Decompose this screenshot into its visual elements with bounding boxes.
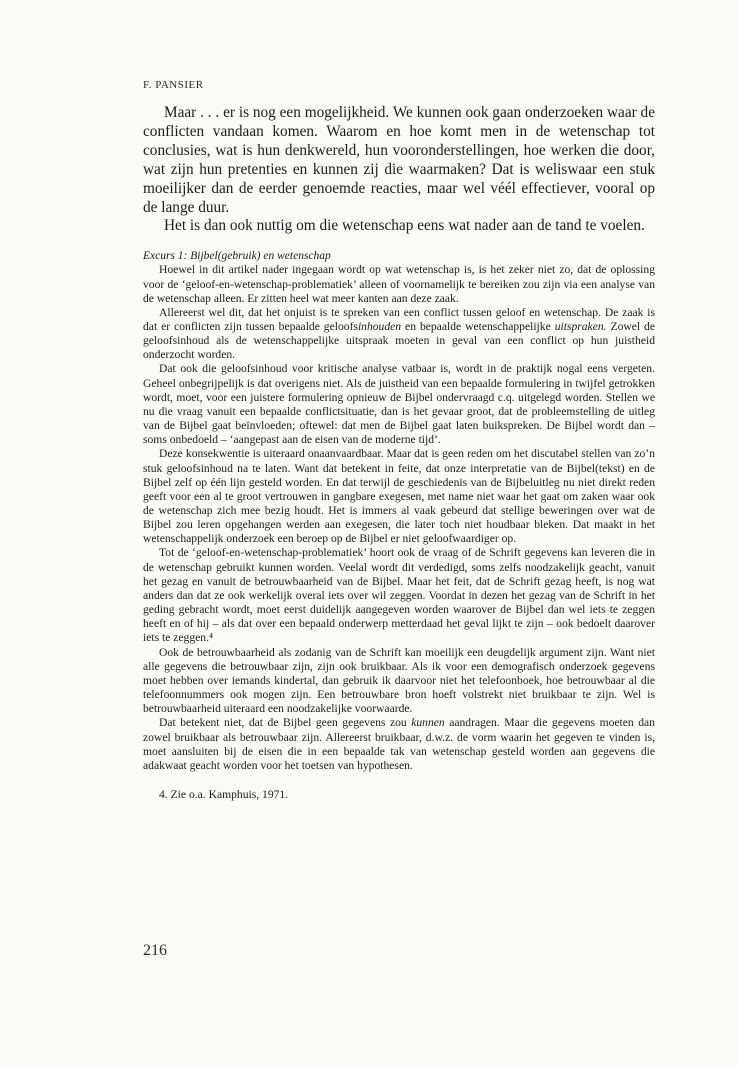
emphasis: inhouden xyxy=(357,319,402,333)
text-span: Allereerst wel dit, dat het onjuist is te spreken van een conflict tussen geloof en wetenschap. De zaak is dat er conflicten zijn tussen bepaalde geloofs xyxy=(143,305,655,333)
main-text xyxy=(143,104,655,236)
text-span: aandragen. Maar die gegevens moeten dan zowel bruikbaar als betrouwbaar zijn. Allereerst bruikbaar, d.w.z. de vorm waarin het gegeven te vinden is, moet aansluiten bij de eisen die in een bepaalde tak van wetenschap gesteld worden aan gegevens die adakwaat geacht worden voor het toetsen van hypothesen. xyxy=(143,716,655,772)
page-number: 216 xyxy=(143,942,167,959)
running-head: F. PANSIER xyxy=(143,79,204,91)
excurs-paragraph: Tot de ‘geloof-en-wetenschap-problematiek’ hoort ook de vraag of de Schrift gegevens kan leveren die in de wetenschap gebruikt kunnen worden. Veelal wordt dit verdedigd, soms zelfs noodzakelijk geacht, vanuit het gezag en vanuit de betrouwbaarheid van de Bijbel. Maar het feit, dat de Schrift gezag heeft, is nog wat anders dan dat ze ook werkelijk overal iets over wil zeggen. Voordat in dezen het gezag van de Schrift in het geding gebracht wordt, moet eerst duidelijk aangegeven worden waarover de Bijbel dan wel iets te zeggen heeft en of hij – als dat over een bepaald onderwerp metterdaad het geval lijkt te zijn – ook bedoelt daarover iets te zeggen.⁴ xyxy=(143,546,655,645)
excurs-paragraph: Deze konsekwentie is uiteraard onaanvaardbaar. Maar dat is geen reden om het discutabel stellen van zo’n stuk geloofsinhoud na te laten. Want dat betekent in feite, dat onze interpretatie van de Bijbel(tekst) en de Bijbel zelf op één lijn gesteld worden. En dat terwijl de geschiedenis van de Bijbeluitleg nu niet direkt reden geeft voor een al te groot vertrouwen in gangbare exegesen, met name niet waar het gaat om zaken waar ook de wetenschap zich mee bezig houdt. Het is immers al vaak gebeurd dat stellige beweringen over wat de Bijbel zou leren opgehangen werden aan exegesen, die later toch niet houdbaar bleken. Dat maakt in het wetenschappelijk onderzoek een beroep op de Bijbel er niet geloofwaardiger op. xyxy=(143,447,655,546)
footnote: 4. Zie o.a. Kamphuis, 1971. xyxy=(159,787,289,801)
excurs-paragraph: Ook de betrouwbaarheid als zodanig van de Schrift kan moeilijk een deugdelijk argument zijn. Want niet alle gegevens die betrouwbaar zijn, zijn ook bruikbaar. Als ik voor een demografisch onderzoek gegevens moet hebben over iemands kindertal, dan gebruik ik daarvoor niet het telefoonboek, hoe betrouwbaar al die telefoonnummers ook mogen zijn. Een betrouwbare bron hoeft volstrekt niet bruikbaar te zijn. Wel is betrouwbaarheid uiteraard een noodzakelijke voorwaarde. xyxy=(143,645,655,716)
excurs-paragraph xyxy=(143,306,655,363)
page-content xyxy=(143,104,655,802)
text-span: en bepaalde wetenschappelijke xyxy=(401,319,555,333)
excurs-paragraph: Hoewel in dit artikel nader ingegaan wordt op wat wetenschap is, is het zeker niet zo, dat de oplossing voor de ‘geloof-en-wetenschap-problematiek’ alleen of voornamelijk te bereiken zou zijn via een analyse van de wetenschap alleen. Er zitten heel wat meer kanten aan deze zaak. xyxy=(143,263,655,305)
text-span: Zowel de geloofsinhoud als de wetenschappelijke uitspraak moeten in geval van een conflict op hun juistheid onderzocht worden. xyxy=(143,319,655,362)
emphasis: uitspraken. xyxy=(554,319,607,333)
excurs-title: Excurs 1: Bijbel(gebruik) en wetenschap xyxy=(143,250,331,263)
text-span: Dat betekent niet, dat de Bijbel geen gegevens zou xyxy=(159,716,412,730)
excurs-paragraph xyxy=(143,716,655,773)
excurs-box xyxy=(143,249,655,773)
main-paragraph: Maar . . . er is nog een mogelijkheid. We kunnen ook gaan onderzoeken waar de conflicten vandaan komen. Waarom en hoe komt men in de wetenschap tot conclusies, wat is hun denkwereld, hun vooronderstellingen, hoe werken die door, wat zijn hun pretenties en kunnen zij die waarmaken? Dat is weliswaar een stuk moeilijker dan de eerder genoemde reacties, maar wel véél effectiever, vooral op de lange duur. xyxy=(143,104,655,216)
excurs-paragraph: Dat ook die geloofsinhoud voor kritische analyse vatbaar is, wordt in de praktijk nogal eens vergeten. Geheel onbegrijpelijk is dat overigens niet. Als de juistheid van een bepaalde formulering in twijfel getrokken wordt, moet, voor een juistere formulering opnieuw de Bijbel ondervraagd c.q. uitgelegd worden. Stellen we nu die vraag vanuit een bepaalde conflictsituatie, dan is het gevaar groot, dat de probleemstelling de uitleg van de Bijbel gaat beïnvloeden; oftewel: dat men de Bijbel gaat laten buikspreken. De Bijbel wordt dan – soms onbedoeld – ‘aangepast aan de eisen van de moderne tijd’. xyxy=(143,362,655,447)
emphasis: kunnen xyxy=(411,716,445,730)
main-paragraph: Het is dan ook nuttig om die wetenschap eens wat nader aan de tand te voelen. xyxy=(164,217,645,235)
